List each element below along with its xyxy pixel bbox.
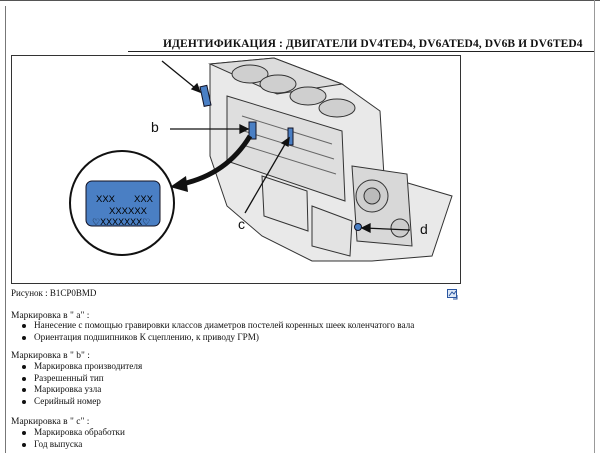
page-title: ИДЕНТИФИКАЦИЯ : ДВИГАТЕЛИ DV4TED4, DV6ATED4, DV6B И DV6TED4 (163, 38, 583, 50)
list-item: Год выпуска (20, 439, 125, 451)
top-rule (0, 0, 600, 7)
callout-d-label: d (420, 221, 428, 237)
section-a-list (20, 320, 414, 343)
section-a-heading: Маркировка в " a" : (11, 311, 90, 321)
inset-line-3: XXXXXX (109, 206, 148, 217)
list-item: Разрешенный тип (20, 373, 142, 385)
marking-zone-d (355, 224, 362, 231)
callout-b-label: b (151, 119, 159, 135)
list-item: Маркировка производителя (20, 361, 142, 373)
section-b-heading: Маркировка в " b" : (11, 351, 90, 361)
list-item: Серийный номер (20, 396, 142, 408)
inset-line-4: ♡XXXXXXX♡ (92, 217, 151, 227)
section-c-list (20, 427, 125, 450)
engine-block-illustration (12, 56, 460, 283)
section-b-list (20, 361, 142, 407)
label-inset (70, 151, 174, 255)
list-item: Ориентация подшипников К сцеплению, к приводу ГРМ) (20, 332, 414, 344)
inset-line-1: XXX (96, 194, 116, 205)
inset-line-2: XXX (134, 194, 154, 205)
list-item: Маркировка узла (20, 384, 142, 396)
engine-block (210, 58, 452, 261)
list-item: Нанесение с помощью гравировки классов диаметров постелей коренных шеек коленчатого вала (20, 320, 414, 332)
figure-link-icon[interactable] (447, 289, 458, 300)
callout-c-label: c (238, 216, 245, 232)
section-c-heading: Маркировка в " c" : (11, 417, 90, 427)
right-frame-rule (594, 0, 595, 453)
engine-figure (11, 55, 461, 284)
marking-zone-a (200, 85, 211, 106)
left-frame-rule (5, 6, 6, 453)
figure-caption: Рисунок : B1CP0BMD (11, 288, 97, 298)
list-item: Маркировка обработки (20, 427, 125, 439)
